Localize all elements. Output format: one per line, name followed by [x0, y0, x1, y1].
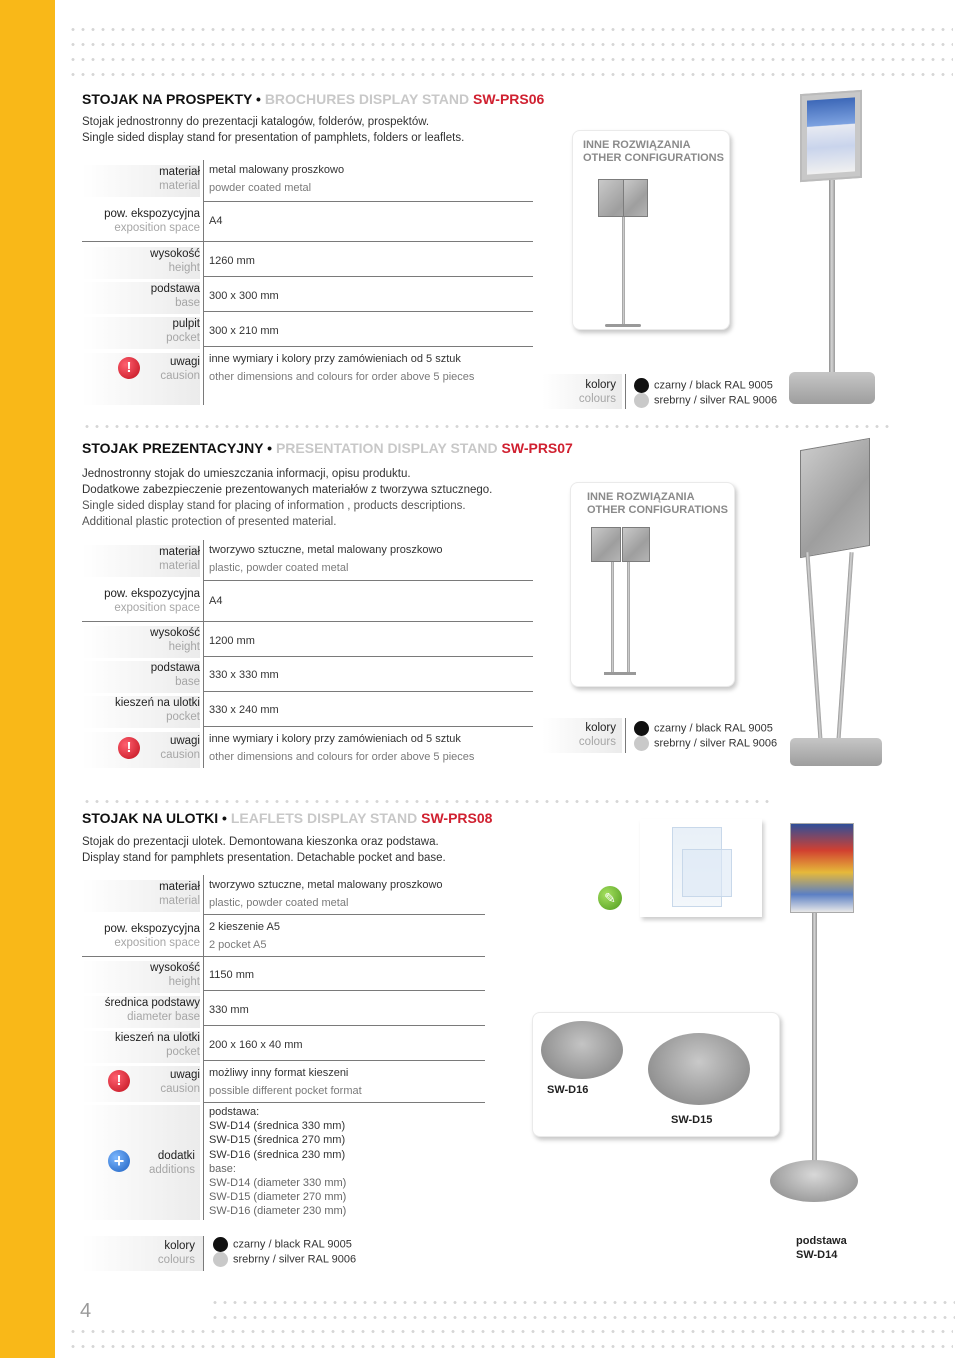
product-code: SW-PRS08 — [421, 810, 493, 826]
spec-value-causion: możliwy inny format kieszeni possible different pocket format — [209, 1067, 362, 1097]
title-pl: STOJAK NA ULOTKI — [82, 810, 219, 826]
colors-label: kolory colours — [578, 379, 616, 405]
spec-label-material: materiał material — [82, 880, 200, 912]
panel-image — [623, 179, 648, 217]
base-d16-label: SW-D16 — [547, 1084, 589, 1096]
silver-swatch — [634, 393, 649, 408]
acrylic-pocket-image — [682, 849, 732, 897]
spec-label-additions: dodatki additions — [148, 1150, 195, 1176]
base-d15-image — [648, 1033, 750, 1105]
spec-row-line — [203, 1102, 485, 1103]
desc-line: Jednostronny stojak do umieszczania informacji, opisu produktu. — [82, 468, 411, 480]
spec-label-pocket: kieszeń na ulotki pocket — [82, 1031, 200, 1063]
product-code: SW-PRS06 — [473, 91, 545, 107]
stand-base-image — [790, 738, 882, 766]
base-d14-label: podstawa SW-D14 — [796, 1235, 847, 1261]
section-description — [82, 114, 464, 146]
spec-value-height: 1200 mm — [209, 635, 255, 647]
panel-image — [591, 527, 621, 562]
spec-row-line — [203, 276, 533, 277]
color-silver-label: srebrny / silver RAL 9006 — [233, 1253, 357, 1266]
other-configurations-title: INNE ROZWIĄZANIA OTHER CONFIGURATIONS — [587, 491, 728, 516]
stand-pole-image — [829, 180, 835, 377]
spec-value-causion: inne wymiary i kolory przy zamówieniach od 5 sztuk other dimensions and colours for order above 5 pieces — [209, 733, 475, 763]
silver-swatch — [213, 1252, 228, 1267]
spec-value-height: 1150 mm — [209, 969, 255, 981]
section-description — [82, 466, 492, 530]
title-pl: STOJAK PREZENTACYJNY — [82, 440, 264, 456]
page-number: 4 — [80, 1300, 92, 1322]
spec-row-line — [203, 1025, 485, 1026]
spec-label-height: wysokość height — [82, 961, 200, 993]
spec-row-line — [203, 691, 533, 692]
color-black-label: czarny / black RAL 9005 — [654, 379, 773, 392]
color-options — [213, 1237, 356, 1268]
desc-line: Additional plastic protection of presented material. — [82, 516, 337, 528]
spec-row-line — [203, 726, 533, 727]
wrench-icon: ✎ — [598, 886, 622, 910]
colors-label: kolory colours — [157, 1240, 195, 1266]
plus-icon: + — [108, 1150, 130, 1172]
presentation-panel-image — [800, 438, 870, 558]
spec-row-line — [203, 201, 533, 202]
spec-label-exposition: pow. ekspozycyjna exposition space — [104, 208, 200, 234]
spec-row-line — [203, 311, 533, 312]
title-pl: STOJAK NA PROSPEKTY — [82, 91, 253, 107]
section-description — [82, 834, 446, 866]
stand-base-image — [789, 372, 875, 404]
warning-icon: ! — [108, 1070, 130, 1092]
spec-row-line — [203, 580, 533, 581]
spec-label-diameter: średnica podstawy diameter base — [82, 996, 200, 1028]
additions-list: podstawa: SW-D14 (średnica 330 mm) SW-D15 (średnica 270 mm) SW-D16 (średnica 230 mm) base: SW-D14 (diameter 330 mm) SW-D15 (diameter 270 mm) SW-D16 (diameter 230 mm) — [209, 1106, 347, 1218]
black-swatch — [634, 378, 649, 393]
spec-value-causion: inne wymiary i kolory przy zamówieniach od 5 sztuk other dimensions and colours for order above 5 pieces — [209, 353, 475, 383]
spec-value-material: metal malowany proszkowo powder coated metal — [209, 164, 345, 194]
color-options — [634, 721, 777, 752]
desc-line: Single sided display stand for presentation of pamphlets, folders or leaflets. — [82, 132, 465, 144]
spec-divider — [203, 160, 204, 405]
spec-label-height: wysokość height — [82, 626, 200, 658]
base-d16-image — [541, 1021, 623, 1079]
yellow-side-bar — [0, 0, 55, 1358]
spec-value-diameter: 330 mm — [209, 1004, 249, 1016]
leaflet-pocket-image — [790, 823, 854, 913]
desc-line: Stojak do prezentacji ulotek. Demontowana kieszonka oraz podstawa. — [82, 836, 439, 848]
product-code: SW-PRS07 — [501, 440, 573, 456]
desc-line: Dodatkowe zabezpieczenie prezentowanych materiałów z tworzywa sztucznego. — [82, 484, 493, 496]
color-options — [634, 378, 777, 409]
spec-value-exposition: 2 kieszenie A5 2 pocket A5 — [209, 921, 280, 951]
dotted-divider — [68, 72, 953, 77]
pole-image — [627, 562, 630, 674]
spec-divider — [203, 1236, 204, 1271]
color-silver-label: srebrny / silver RAL 9006 — [654, 394, 778, 407]
spec-value-material: tworzywo sztuczne, metal malowany proszkowo plastic, powder coated metal — [209, 879, 443, 909]
dotted-divider — [68, 57, 953, 62]
spec-label-pocket: pulpit pocket — [82, 317, 200, 349]
color-silver-label: srebrny / silver RAL 9006 — [654, 737, 778, 750]
spec-row-line — [203, 1060, 485, 1061]
section-title-prs06: STOJAK NA PROSPEKTY • BROCHURES DISPLAY STAND SW-PRS06 — [82, 91, 545, 107]
other-configurations-box — [570, 482, 735, 687]
spec-divider — [203, 540, 204, 768]
pole-image — [611, 562, 614, 674]
spec-label-pocket: kieszeń na ulotki pocket — [82, 696, 200, 728]
spec-label-causion: uwagi causion — [82, 1066, 200, 1102]
stand-pole-image — [836, 552, 853, 742]
title-en: LEAFLETS DISPLAY STAND — [230, 810, 418, 826]
spec-label-causion: uwagi causion — [82, 732, 200, 768]
spec-label-base: podstawa base — [82, 661, 200, 693]
spec-value-material: tworzywo sztuczne, metal malowany proszkowo plastic, powder coated metal — [209, 544, 443, 574]
spec-divider — [625, 718, 626, 753]
section-title-prs08: STOJAK NA ULOTKI • LEAFLETS DISPLAY STAND SW-PRS08 — [82, 810, 493, 826]
title-en: BROCHURES DISPLAY STAND — [264, 91, 470, 107]
spec-row-line — [203, 914, 485, 915]
spec-row-line — [203, 656, 533, 657]
spec-value-base: 330 x 330 mm — [209, 669, 279, 681]
spec-value-pocket: 330 x 240 mm — [209, 704, 279, 716]
dotted-divider — [210, 1300, 955, 1305]
black-swatch — [634, 721, 649, 736]
dotted-divider — [82, 799, 772, 804]
other-configurations-box — [572, 130, 730, 330]
brochure-pocket-image — [800, 90, 862, 182]
spec-label-base: podstawa base — [82, 282, 200, 314]
pocket-detail-box — [640, 819, 762, 917]
spec-label-causion: uwagi causion — [82, 353, 200, 405]
base-image — [605, 324, 641, 327]
stand-pole-image — [805, 552, 822, 742]
spec-value-pocket: 300 x 210 mm — [209, 325, 279, 337]
stand-pole-image — [812, 913, 817, 1168]
color-black-label: czarny / black RAL 9005 — [654, 722, 773, 735]
section-title-prs07: STOJAK PREZENTACYJNY • PRESENTATION DISPLAY STAND SW-PRS07 — [82, 440, 573, 456]
spec-row-line — [82, 621, 533, 622]
spec-value-height: 1260 mm — [209, 255, 255, 267]
spec-row-line — [82, 241, 533, 242]
spec-divider — [203, 875, 204, 1220]
dotted-divider — [68, 42, 953, 47]
stand-base-image — [770, 1160, 858, 1202]
pole-image — [622, 217, 625, 325]
colors-label: kolory colours — [578, 722, 616, 748]
spec-divider — [625, 374, 626, 409]
desc-line: Single sided display stand for placing of information , products descriptions. — [82, 500, 466, 512]
spec-label-exposition: pow. ekspozycyjna exposition space — [104, 923, 200, 949]
spec-label-material: materiał material — [82, 165, 200, 197]
base-image — [604, 672, 636, 675]
dotted-divider — [68, 1344, 953, 1349]
warning-icon: ! — [118, 357, 140, 379]
dotted-divider — [82, 424, 894, 429]
spec-label-exposition: pow. ekspozycyjna exposition space — [104, 588, 200, 614]
spec-row-line — [203, 990, 485, 991]
base-d15-label: SW-D15 — [671, 1114, 713, 1126]
title-en: PRESENTATION DISPLAY STAND — [275, 440, 498, 456]
bases-box — [532, 1012, 780, 1137]
desc-line: Display stand for pamphlets presentation. Detachable pocket and base. — [82, 852, 446, 864]
dotted-divider — [68, 1329, 953, 1334]
black-swatch — [213, 1237, 228, 1252]
dotted-divider — [210, 1315, 955, 1320]
spec-label-height: wysokość height — [82, 247, 200, 279]
spec-value-base: 300 x 300 mm — [209, 290, 279, 302]
warning-icon: ! — [118, 737, 140, 759]
dotted-divider — [68, 27, 953, 32]
desc-line: Stojak jednostronny do prezentacji katalogów, folderów, prospektów. — [82, 116, 430, 128]
panel-image — [622, 527, 650, 562]
silver-swatch — [634, 736, 649, 751]
other-configurations-title: INNE ROZWIĄZANIA OTHER CONFIGURATIONS — [583, 139, 724, 164]
spec-value-exposition: A4 — [209, 595, 223, 607]
color-black-label: czarny / black RAL 9005 — [233, 1238, 352, 1251]
spec-row-line — [203, 346, 533, 347]
spec-value-pocket: 200 x 160 x 40 mm — [209, 1039, 303, 1051]
spec-label-material: materiał material — [82, 545, 200, 577]
spec-value-exposition: A4 — [209, 215, 223, 227]
spec-row-line — [82, 956, 485, 957]
